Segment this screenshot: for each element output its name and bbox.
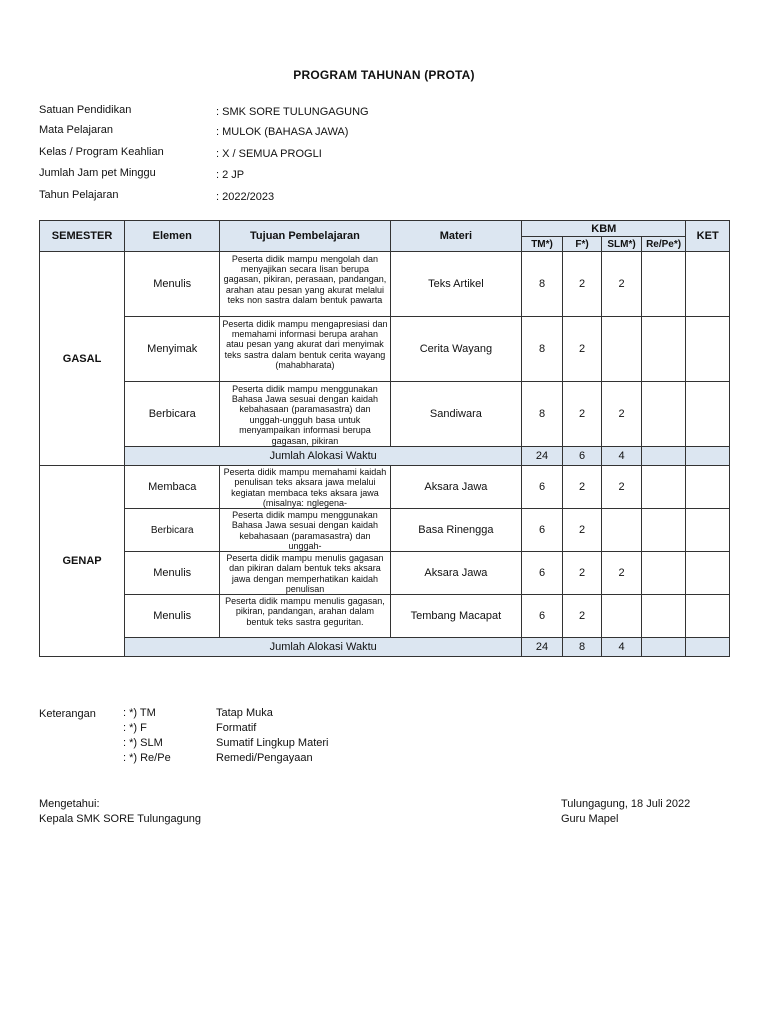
semester-gasal: GASAL [40,252,125,466]
table-row [40,509,730,552]
f-cell: 2 [562,382,602,447]
total-row [40,638,730,657]
ket-cell [686,317,730,382]
elemen-cell: Berbicara [125,509,220,552]
header-materi: Materi [390,221,522,252]
info-value: : MULOK (BAHASA JAWA) [216,126,349,138]
ket-cell [686,595,730,638]
slm-cell: 2 [602,252,642,317]
table-row [40,595,730,638]
total-repe [641,447,686,466]
materi-cell: Aksara Jawa [390,466,522,509]
table-row [40,252,730,317]
keterangan-item [123,722,423,737]
header-repe: Re/Pe*) [641,237,686,252]
f-cell: 2 [562,509,602,552]
tujuan-text: Peserta didik mampu menggunakan Bahasa Jawa sesuai dengan kaidah kebahasaan (paramasastra) dan unggah- [231,510,378,551]
total-repe [641,638,686,657]
total-row [40,447,730,466]
info-value: : X / SEMUA PROGLI [216,148,322,160]
header-ket: KET [686,221,730,252]
ket-cell [686,382,730,447]
total-tm: 24 [522,638,563,657]
signature-right-line1: Tulungagung, 18 Juli 2022 [561,798,691,810]
repe-cell [641,595,686,638]
signature-right [561,797,690,827]
elemen-cell: Membaca [125,466,220,509]
materi-cell: Tembang Macapat [390,595,522,638]
tujuan-cell [220,466,390,509]
table-row [40,466,730,509]
signature-left-line2: Kepala SMK SORE Tulungagung [39,813,202,825]
info-label: Mata Pelajaran [39,124,113,136]
slm-cell: 2 [602,382,642,447]
header-kbm: KBM [522,221,686,237]
repe-cell [641,509,686,552]
elemen-cell: Menulis [125,252,220,317]
ket-cell [686,509,730,552]
ket-cell [686,252,730,317]
f-cell: 2 [562,595,602,638]
elemen-cell: Berbicara [125,382,220,447]
tujuan-cell [220,382,390,447]
total-tm: 24 [522,447,563,466]
total-slm: 4 [602,638,642,657]
elemen-cell: Menulis [125,552,220,595]
tm-cell: 6 [522,552,563,595]
signature-right-line2: Guru Mapel [561,813,619,825]
keterangan-item [123,752,423,767]
tujuan-cell [220,317,390,382]
f-cell: 2 [562,552,602,595]
elemen-cell: Menulis [125,595,220,638]
materi-cell: Aksara Jawa [390,552,522,595]
info-label: Tahun Pelajaran [39,189,119,201]
tm-cell: 8 [522,252,563,317]
tujuan-text: Peserta didik mampu mengapresiasi dan memahami informasi berupa arahan atau pesan yang akurat dari menyimak teks sastra dalam bentuk cerita wayang (mahabharata) [222,318,388,371]
tujuan-text: Peserta didik mampu memahami kaidah penulisan teks aksara jawa melalui kegiatan membaca teks aksara jawa (misalnya: nglegena- [223,467,387,508]
tm-cell: 8 [522,382,563,447]
total-f: 6 [562,447,602,466]
total-f: 8 [562,638,602,657]
slm-cell: 2 [602,552,642,595]
keterangan-desc: Sumatif Lingkup Materi [216,737,329,749]
table-row [40,382,730,447]
header-elemen: Elemen [125,221,220,252]
header-slm: SLM*) [602,237,642,252]
tm-cell: 6 [522,466,563,509]
materi-cell: Sandiwara [390,382,522,447]
f-cell: 2 [562,317,602,382]
tujuan-text: Peserta didik mampu menulis gagasan dan pikiran dalam bentuk teks aksara jawa dengan memperhatikan kaidah penulisan [226,553,384,594]
prota-table [39,220,730,657]
keterangan-item [123,707,423,722]
signature-left-line1: Mengetahui: [39,798,100,810]
info-value: : 2022/2023 [216,191,275,203]
total-label: Jumlah Alokasi Waktu [125,447,522,466]
f-cell: 2 [562,252,602,317]
tujuan-text: Peserta didik mampu menulis gagasan, pikiran, pandangan, arahan dalam bentuk teks sastra geguritan. [225,596,385,627]
materi-cell: Teks Artikel [390,252,522,317]
slm-cell [602,595,642,638]
keterangan-desc: Remedi/Pengayaan [216,752,313,764]
tujuan-cell [220,552,390,595]
tujuan-cell [220,252,390,317]
keterangan-symbol: : *) SLM [123,737,163,749]
info-label: Jumlah Jam pet Minggu [39,167,156,179]
header-tm: TM*) [522,237,563,252]
repe-cell [641,252,686,317]
table-row [40,317,730,382]
page-title: PROGRAM TAHUNAN (PROTA) [293,68,475,82]
info-value: : SMK SORE TULUNGAGUNG [216,106,369,118]
keterangan-desc: Formatif [216,722,257,734]
tm-cell: 6 [522,595,563,638]
total-ket [686,638,730,657]
tujuan-text: Peserta didik mampu menggunakan Bahasa Jawa sesuai dengan kaidah kebahasaan (paramasastra) dan unggah-ungguh basa untuk menyampaikan informasi berupa gagasan, pikiran [231,383,378,446]
keterangan-symbol: : *) Re/Pe [123,752,171,764]
slm-cell: 2 [602,466,642,509]
header-semester: SEMESTER [40,221,125,252]
info-value: : 2 JP [216,169,245,181]
keterangan-item [123,737,423,752]
repe-cell [641,552,686,595]
elemen-cell: Menyimak [125,317,220,382]
signature-left [39,797,201,827]
ket-cell [686,552,730,595]
total-label: Jumlah Alokasi Waktu [125,638,522,657]
tujuan-cell [220,509,390,552]
table-row [40,552,730,595]
keterangan-desc: Tatap Muka [216,707,273,719]
total-slm: 4 [602,447,642,466]
slm-cell [602,317,642,382]
tujuan-text: Peserta didik mampu mengolah dan menyajikan secara lisan berupa gagasan, pikiran, perasaan, pandangan, arahan atau pesan yang akurat melalui teks non sastra dalam bentuk pawarta [223,253,387,306]
materi-cell: Basa Rinengga [390,509,522,552]
info-label: Kelas / Program Keahlian [39,146,164,158]
semester-genap: GENAP [40,466,125,657]
keterangan-label: Keterangan [39,708,96,720]
total-ket [686,447,730,466]
ket-cell [686,466,730,509]
tujuan-cell [220,595,390,638]
tm-cell: 8 [522,317,563,382]
materi-cell: Cerita Wayang [390,317,522,382]
repe-cell [641,317,686,382]
keterangan-symbol: : *) TM [123,707,156,719]
keterangan-section [39,707,539,771]
f-cell: 2 [562,466,602,509]
repe-cell [641,382,686,447]
keterangan-symbol: : *) F [123,722,147,734]
header-f: F*) [562,237,602,252]
info-label: Satuan Pendidikan [39,104,132,116]
repe-cell [641,466,686,509]
slm-cell [602,509,642,552]
header-tujuan: Tujuan Pembelajaran [220,221,390,252]
tm-cell: 6 [522,509,563,552]
